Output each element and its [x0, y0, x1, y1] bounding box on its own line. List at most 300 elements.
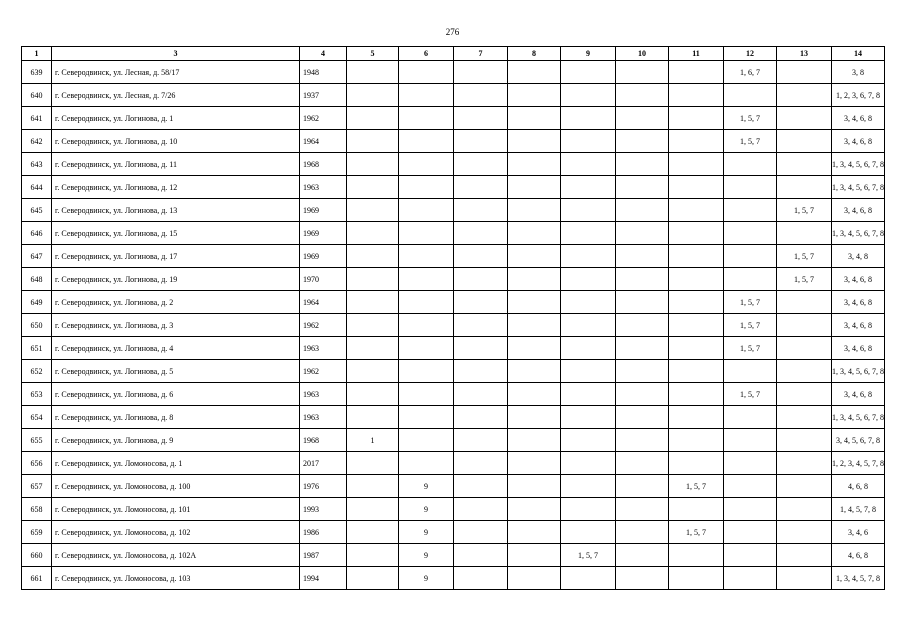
table-cell [508, 452, 561, 475]
table-cell [347, 176, 399, 199]
table-cell: 644 [22, 176, 52, 199]
table-cell [777, 314, 832, 337]
table-cell [561, 337, 616, 360]
table-cell: 1, 3, 4, 5, 7, 8 [832, 567, 885, 590]
table-row [22, 383, 885, 406]
table-cell [347, 107, 399, 130]
table-cell: 3, 4, 6, 8 [832, 107, 885, 130]
table-cell [508, 153, 561, 176]
table-cell: 3, 4, 6, 8 [832, 291, 885, 314]
table-cell [724, 567, 777, 590]
table-cell [724, 199, 777, 222]
table-cell [561, 406, 616, 429]
table-cell: 1, 5, 7 [777, 245, 832, 268]
table-cell [454, 314, 508, 337]
table-cell: 645 [22, 199, 52, 222]
table-cell [508, 107, 561, 130]
table-cell [669, 222, 724, 245]
table-row [22, 245, 885, 268]
table-cell [777, 429, 832, 452]
table-cell [669, 337, 724, 360]
table-cell: г. Северодвинск, ул. Логинова, д. 3 [52, 314, 300, 337]
table-cell [508, 337, 561, 360]
table-cell [616, 360, 669, 383]
table-cell [724, 84, 777, 107]
table-body [22, 61, 885, 590]
table-cell [508, 521, 561, 544]
table-cell: г. Северодвинск, ул. Логинова, д. 10 [52, 130, 300, 153]
table-cell: 1, 5, 7 [561, 544, 616, 567]
table-cell: 1948 [300, 61, 347, 84]
table-cell: 639 [22, 61, 52, 84]
table-cell [669, 498, 724, 521]
table-cell [508, 406, 561, 429]
column-header: 10 [616, 47, 669, 61]
table-cell: 649 [22, 291, 52, 314]
table-row [22, 314, 885, 337]
table-cell [347, 130, 399, 153]
table-cell: 1 [347, 429, 399, 452]
table-cell [454, 337, 508, 360]
table-cell: г. Северодвинск, ул. Логинова, д. 13 [52, 199, 300, 222]
table-cell: 3, 4, 6 [832, 521, 885, 544]
table-row [22, 452, 885, 475]
table-cell [616, 314, 669, 337]
table-cell: 1, 5, 7 [724, 107, 777, 130]
table-cell [616, 406, 669, 429]
table-cell [561, 107, 616, 130]
table-cell [508, 291, 561, 314]
table-cell: г. Северодвинск, ул. Лесная, д. 7/26 [52, 84, 300, 107]
table-cell [508, 475, 561, 498]
column-header: 13 [777, 47, 832, 61]
table-cell [561, 314, 616, 337]
table-cell [724, 544, 777, 567]
table-cell: 1, 5, 7 [777, 268, 832, 291]
table-cell: 1987 [300, 544, 347, 567]
table-cell [347, 291, 399, 314]
table-cell [777, 291, 832, 314]
table-cell: 652 [22, 360, 52, 383]
table-cell: 646 [22, 222, 52, 245]
table-row [22, 61, 885, 84]
table-cell: 1968 [300, 153, 347, 176]
table-cell [724, 498, 777, 521]
column-header: 11 [669, 47, 724, 61]
table-cell [777, 383, 832, 406]
table-cell: 648 [22, 268, 52, 291]
table-cell: 4, 6, 8 [832, 475, 885, 498]
table-cell [399, 337, 454, 360]
table-cell: 641 [22, 107, 52, 130]
table-cell [616, 84, 669, 107]
table-cell: 1993 [300, 498, 347, 521]
table-cell [616, 268, 669, 291]
table-cell [616, 521, 669, 544]
table-cell [508, 314, 561, 337]
table-cell [561, 452, 616, 475]
table-cell: г. Северодвинск, ул. Логинова, д. 19 [52, 268, 300, 291]
table-row [22, 406, 885, 429]
column-header: 6 [399, 47, 454, 61]
table-row [22, 429, 885, 452]
table-cell: 1962 [300, 314, 347, 337]
table-cell [724, 521, 777, 544]
table-cell [777, 475, 832, 498]
column-header: 4 [300, 47, 347, 61]
table-cell [561, 521, 616, 544]
table-cell [347, 360, 399, 383]
table-cell: 1976 [300, 475, 347, 498]
table-cell: 651 [22, 337, 52, 360]
table-cell: 1, 2, 3, 4, 5, 7, 8 [832, 452, 885, 475]
table-cell: 1969 [300, 222, 347, 245]
table-cell [669, 130, 724, 153]
table-cell [616, 544, 669, 567]
table-cell: 1970 [300, 268, 347, 291]
table-cell [454, 222, 508, 245]
table-cell [777, 544, 832, 567]
table-cell: 1969 [300, 199, 347, 222]
table-cell: 9 [399, 544, 454, 567]
table-cell: 1937 [300, 84, 347, 107]
table-cell [399, 222, 454, 245]
table-cell [561, 84, 616, 107]
table-cell [669, 406, 724, 429]
table-cell [724, 406, 777, 429]
table-row [22, 84, 885, 107]
table-cell: 3, 4, 6, 8 [832, 337, 885, 360]
table-cell: г. Северодвинск, ул. Логинова, д. 17 [52, 245, 300, 268]
table-cell [347, 268, 399, 291]
table-cell [399, 130, 454, 153]
table-cell [454, 383, 508, 406]
table-cell [777, 406, 832, 429]
table-cell: г. Северодвинск, ул. Ломоносова, д. 1 [52, 452, 300, 475]
table-cell [399, 245, 454, 268]
table-cell [616, 429, 669, 452]
table-cell: 1, 5, 7 [669, 475, 724, 498]
table-row [22, 567, 885, 590]
table-cell [454, 84, 508, 107]
table-cell [399, 84, 454, 107]
table-cell: 1964 [300, 130, 347, 153]
table-cell [724, 245, 777, 268]
table-cell [347, 199, 399, 222]
table-cell [777, 452, 832, 475]
table-cell [508, 360, 561, 383]
table-cell: 1, 6, 7 [724, 61, 777, 84]
table-cell [399, 176, 454, 199]
table-cell [454, 544, 508, 567]
table-cell [561, 61, 616, 84]
table-cell: 1994 [300, 567, 347, 590]
table-cell [669, 107, 724, 130]
table-cell [347, 452, 399, 475]
table-cell [669, 61, 724, 84]
table-cell [669, 429, 724, 452]
table-cell [399, 383, 454, 406]
table-cell [399, 61, 454, 84]
table-cell [454, 291, 508, 314]
table-cell [561, 429, 616, 452]
table-cell [347, 61, 399, 84]
table-cell [616, 153, 669, 176]
table-cell [616, 567, 669, 590]
table-cell [669, 84, 724, 107]
table-cell [669, 176, 724, 199]
table-cell: 1963 [300, 383, 347, 406]
table-cell [561, 199, 616, 222]
table-cell: г. Северодвинск, ул. Логинова, д. 6 [52, 383, 300, 406]
page-number: 276 [445, 27, 460, 37]
table-cell [669, 291, 724, 314]
table-cell [454, 360, 508, 383]
table-cell: г. Северодвинск, ул. Логинова, д. 15 [52, 222, 300, 245]
table-cell [454, 268, 508, 291]
table-cell: г. Северодвинск, ул. Ломоносова, д. 102А [52, 544, 300, 567]
column-header: 1 [22, 47, 52, 61]
table-cell [454, 107, 508, 130]
table-cell: г. Северодвинск, ул. Логинова, д. 2 [52, 291, 300, 314]
table-cell [399, 153, 454, 176]
table-cell [347, 337, 399, 360]
table-row [22, 268, 885, 291]
table-cell [399, 314, 454, 337]
table-cell: 1, 5, 7 [777, 199, 832, 222]
table-cell: 3, 4, 6, 8 [832, 268, 885, 291]
table-cell: 1, 5, 7 [724, 337, 777, 360]
table-row [22, 475, 885, 498]
table-cell [399, 429, 454, 452]
table-cell [616, 222, 669, 245]
table-cell: г. Северодвинск, ул. Ломоносова, д. 102 [52, 521, 300, 544]
table-cell: 654 [22, 406, 52, 429]
table-cell [454, 153, 508, 176]
table-cell [508, 567, 561, 590]
column-header: 14 [832, 47, 885, 61]
table-cell [399, 406, 454, 429]
table-cell: г. Северодвинск, ул. Логинова, д. 9 [52, 429, 300, 452]
table-cell [724, 176, 777, 199]
table-cell [669, 153, 724, 176]
table-cell: 3, 8 [832, 61, 885, 84]
table-cell [399, 199, 454, 222]
table-cell [508, 222, 561, 245]
table-cell [724, 268, 777, 291]
table-cell: 1, 3, 4, 5, 6, 7, 8 [832, 222, 885, 245]
table-cell: 3, 4, 6, 8 [832, 199, 885, 222]
table-cell: г. Северодвинск, ул. Логинова, д. 8 [52, 406, 300, 429]
table-cell: 1, 2, 3, 6, 7, 8 [832, 84, 885, 107]
table-cell: 657 [22, 475, 52, 498]
table-cell: 659 [22, 521, 52, 544]
table-cell: 1, 3, 4, 5, 6, 7, 8 [832, 153, 885, 176]
table-row [22, 107, 885, 130]
table-cell: 653 [22, 383, 52, 406]
column-header: 8 [508, 47, 561, 61]
table-cell: 1962 [300, 107, 347, 130]
table-cell [399, 360, 454, 383]
table-cell [399, 107, 454, 130]
table-cell: 660 [22, 544, 52, 567]
table-cell [347, 153, 399, 176]
table-cell: 3, 4, 5, 6, 7, 8 [832, 429, 885, 452]
table-cell: 1, 3, 4, 5, 6, 7, 8 [832, 360, 885, 383]
table-cell [454, 61, 508, 84]
table-cell [616, 452, 669, 475]
table-cell [454, 199, 508, 222]
table-row [22, 222, 885, 245]
table-cell [508, 61, 561, 84]
table-row [22, 360, 885, 383]
table-cell [777, 521, 832, 544]
table-cell [669, 245, 724, 268]
table-cell [347, 475, 399, 498]
column-header: 7 [454, 47, 508, 61]
table-cell [454, 429, 508, 452]
table-cell [561, 153, 616, 176]
table-cell: 1968 [300, 429, 347, 452]
table-cell: 2017 [300, 452, 347, 475]
table-cell: 643 [22, 153, 52, 176]
table-cell [777, 153, 832, 176]
table-cell [399, 268, 454, 291]
table-cell [454, 245, 508, 268]
table-row [22, 337, 885, 360]
table-cell [669, 383, 724, 406]
table-cell: 650 [22, 314, 52, 337]
table-cell [561, 475, 616, 498]
table-cell [454, 521, 508, 544]
table-cell [616, 498, 669, 521]
table-cell [777, 130, 832, 153]
column-header: 9 [561, 47, 616, 61]
table-cell [399, 452, 454, 475]
table-cell [561, 383, 616, 406]
table-cell [561, 567, 616, 590]
table-cell [669, 544, 724, 567]
table-cell [777, 498, 832, 521]
table-cell: 1963 [300, 406, 347, 429]
table-cell [454, 567, 508, 590]
table-row [22, 176, 885, 199]
table-cell: г. Северодвинск, ул. Логинова, д. 5 [52, 360, 300, 383]
table-cell [508, 498, 561, 521]
table-cell [616, 61, 669, 84]
table-cell [777, 176, 832, 199]
table-cell: 9 [399, 567, 454, 590]
table-cell [561, 268, 616, 291]
table-cell [669, 360, 724, 383]
table-cell: 3, 4, 6, 8 [832, 314, 885, 337]
table-cell [616, 245, 669, 268]
table-cell: 9 [399, 521, 454, 544]
table-cell [724, 429, 777, 452]
table-cell [616, 383, 669, 406]
table-cell: 1, 3, 4, 5, 6, 7, 8 [832, 176, 885, 199]
table-cell [669, 199, 724, 222]
table-cell [347, 245, 399, 268]
table-cell [669, 314, 724, 337]
table-cell: 1, 5, 7 [724, 314, 777, 337]
table-cell: 3, 4, 6, 8 [832, 130, 885, 153]
table-cell [347, 521, 399, 544]
table-cell [508, 429, 561, 452]
table-cell [777, 107, 832, 130]
table-cell [669, 452, 724, 475]
table-cell [347, 567, 399, 590]
header-row [22, 47, 885, 61]
table-cell [561, 291, 616, 314]
table-cell [777, 61, 832, 84]
table-cell [777, 337, 832, 360]
table-cell [508, 176, 561, 199]
building-registry-table [21, 46, 885, 590]
table-cell: 1964 [300, 291, 347, 314]
table-cell [454, 498, 508, 521]
table-cell: 3, 4, 8 [832, 245, 885, 268]
table-cell: 1986 [300, 521, 347, 544]
table-cell [508, 544, 561, 567]
table-cell [777, 222, 832, 245]
table-cell [347, 383, 399, 406]
table-cell: 642 [22, 130, 52, 153]
table-cell [616, 130, 669, 153]
table-cell [454, 130, 508, 153]
table-row [22, 498, 885, 521]
table-row [22, 153, 885, 176]
table-cell [454, 406, 508, 429]
table-cell [508, 199, 561, 222]
table-cell [399, 291, 454, 314]
table-cell: 4, 6, 8 [832, 544, 885, 567]
table-row [22, 199, 885, 222]
table-cell: г. Северодвинск, ул. Лесная, д. 58/17 [52, 61, 300, 84]
table-cell [454, 475, 508, 498]
table-cell [616, 337, 669, 360]
table-cell [561, 245, 616, 268]
table-cell [508, 268, 561, 291]
table-cell: 647 [22, 245, 52, 268]
table-cell [669, 268, 724, 291]
table-cell: 640 [22, 84, 52, 107]
table-cell: г. Северодвинск, ул. Логинова, д. 12 [52, 176, 300, 199]
table-cell [616, 107, 669, 130]
table-cell [724, 360, 777, 383]
table-cell: 1, 5, 7 [724, 130, 777, 153]
table-cell: 1, 5, 7 [724, 383, 777, 406]
table-cell: 3, 4, 6, 8 [832, 383, 885, 406]
table-cell: 1, 3, 4, 5, 6, 7, 8 [832, 406, 885, 429]
table-cell [777, 360, 832, 383]
table-cell [616, 176, 669, 199]
table-cell: 1, 5, 7 [724, 291, 777, 314]
table-cell [347, 406, 399, 429]
table-cell: 9 [399, 498, 454, 521]
table-cell [777, 84, 832, 107]
table-row [22, 544, 885, 567]
table-row [22, 130, 885, 153]
table-cell [508, 84, 561, 107]
table-cell: 1969 [300, 245, 347, 268]
table-cell [616, 291, 669, 314]
table-cell: г. Северодвинск, ул. Ломоносова, д. 100 [52, 475, 300, 498]
table-cell: г. Северодвинск, ул. Ломоносова, д. 103 [52, 567, 300, 590]
table-cell: 656 [22, 452, 52, 475]
table-cell: г. Северодвинск, ул. Логинова, д. 4 [52, 337, 300, 360]
table-cell: 1962 [300, 360, 347, 383]
